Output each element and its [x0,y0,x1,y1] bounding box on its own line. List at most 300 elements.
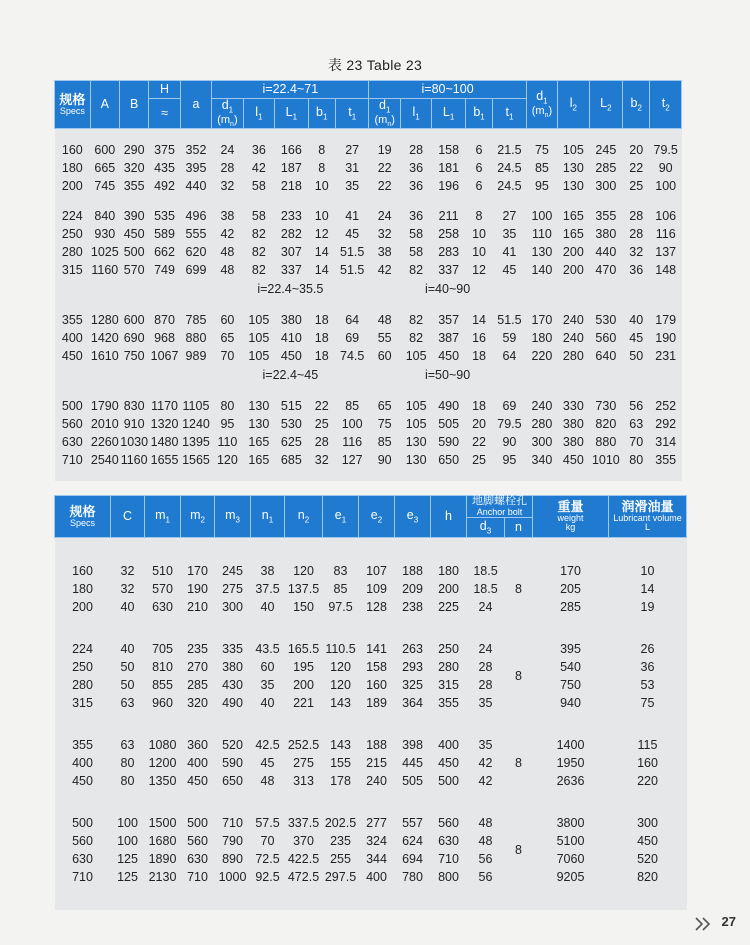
table-cell: 189 [359,694,395,712]
table-cell: 300 [215,598,251,616]
spec-cell: 355 [55,736,111,754]
table-row [55,676,687,694]
spec-cell: 280 [55,243,91,261]
table-cell: 1030 [120,435,149,450]
table-cell: 32 [369,225,400,243]
chevron-right-icon [694,917,716,931]
table-cell: 624 [395,832,431,850]
range-row [55,365,682,385]
table-cell: 210 [181,598,215,616]
table-cell: 252.5 [285,736,323,754]
header-t2: $t_2$ [650,81,682,129]
table-cell: 82 [243,261,274,279]
lubricant-cell: 75 [609,694,687,712]
weight-cell: 170 [533,562,609,580]
header-L1-b: $L_1$ [432,99,466,129]
table-cell: 58 [243,177,274,195]
table-cell: 65 [212,329,243,347]
table-cell: 109 [359,580,395,598]
table-cell: 181 [432,159,466,177]
table-cell: 730 [589,397,623,415]
table-cell: 440 [589,243,623,261]
table-cell: 165 [558,207,589,225]
spacer-cell [55,538,687,551]
table-cell: 28 [623,207,650,225]
table-cell: 699 [180,261,211,279]
spec-cell: 250 [55,225,91,243]
table-row [55,433,682,451]
table-cell: 196 [432,177,466,195]
table-cell: 24 [467,598,505,616]
table-row [55,562,687,580]
table-cell: 18.5 [467,580,505,598]
table-cell: 6 [465,177,492,195]
spacer-row [55,469,682,481]
table-cell: 42 [369,261,400,279]
table-cell: 35 [335,177,369,195]
table-cell: 60 [251,658,285,676]
table-cell: 82 [400,329,431,347]
table-cell: 1067 [150,349,179,364]
table-cell: 42 [212,225,243,243]
table-cell: 445 [395,754,431,772]
table-cell: 18 [465,347,492,365]
table-cell: 57.5 [251,814,285,832]
table-cell: 58 [400,225,431,243]
table-cell: 137.5 [285,580,323,598]
table-cell: 58 [400,243,431,261]
table-cell: 410 [275,329,309,347]
table-cell: 1025 [90,245,119,260]
table-cell: 1200 [145,754,181,772]
header-lubricant: 润滑油量 Lubricant volume L [609,496,687,538]
table-row [55,243,682,261]
table-cell: 300 [526,433,557,451]
table-cell: 64 [493,347,527,365]
table-cell: 422.5 [285,850,323,868]
table-cell: 27 [493,207,527,225]
table-cell: 12 [308,225,335,243]
table-cell: 8 [308,159,335,177]
header-l1-b: $l_1$ [400,99,431,129]
table-cell: 20 [623,141,650,159]
spec-cell: 450 [55,347,91,365]
dimension-table [54,80,682,481]
weight-cell: 5100 [533,832,609,850]
table-cell: 6 [465,141,492,159]
table-cell: 240 [526,397,557,415]
table-cell: 24 [467,640,505,658]
table-cell: 450 [431,754,467,772]
table-cell: 231 [650,347,682,365]
spec-cell: 200 [55,177,91,195]
table-cell: 200 [558,261,589,279]
table-cell: 80 [111,754,145,772]
table-cell: 380 [558,415,589,433]
lubricant-cell: 160 [609,754,687,772]
range-blank [55,365,212,385]
header-a-upper: A [90,81,119,129]
table-cell: 225 [431,598,467,616]
table-cell: 375 [149,141,180,159]
table-cell: 42 [243,159,274,177]
table-cell: 1420 [90,331,119,346]
table-cell: 960 [145,694,181,712]
header-m3: $m_3$ [215,496,251,538]
header-t1: $t_1$ [335,99,369,129]
table-cell: 989 [180,347,211,365]
spec-cell: 180 [55,580,111,598]
spacer-row [55,616,687,628]
table-cell: 22 [369,177,400,195]
table-cell: 79.5 [650,141,682,159]
table-cell: 282 [275,225,309,243]
table-cell: 165.5 [285,640,323,658]
spec-cell: 630 [55,433,91,451]
table-cell: 313 [285,772,323,790]
table-cell: 785 [180,311,211,329]
spacer-cell [55,299,682,311]
spacer-row [55,299,682,311]
table-row [55,159,682,177]
spacer-row [55,898,687,910]
table-cell: 1610 [90,349,119,364]
table-cell: 82 [243,243,274,261]
table-cell: 130 [526,243,557,261]
table-cell: 1320 [150,417,179,432]
table-row [55,207,682,225]
table-cell: 116 [650,225,682,243]
table-cell: 20 [465,415,492,433]
table-cell: 105 [558,141,589,159]
table-cell: 500 [431,772,467,790]
spacer-row [55,790,687,802]
table-cell: 10 [308,207,335,225]
header-e2: $e_2$ [359,496,395,538]
table-cell: 1170 [149,397,180,415]
table-cell: 107 [359,562,395,580]
header-d3: $d_3$ [467,518,505,538]
table-cell: 355 [119,177,148,195]
table-cell: 218 [275,177,309,195]
range-blank [526,279,681,299]
weight-cell: 205 [533,580,609,598]
table-cell: 202.5 [323,814,359,832]
spacer-cell [55,550,687,562]
table-cell: 10 [308,177,335,195]
table-row [55,451,682,469]
table-cell: 1105 [180,397,211,415]
table-cell: 665 [90,159,119,177]
header-n1: $n_1$ [251,496,285,538]
table-cell: 82 [400,311,431,329]
table-cell: 110 [212,433,243,451]
table-cell: 35 [493,225,527,243]
table-cell: 320 [181,694,215,712]
table-cell: 560 [181,832,215,850]
table-cell: 435 [149,159,180,177]
table-row [55,261,682,279]
spec-cell: 280 [55,676,111,694]
spacer-row [55,385,682,397]
table-cell: 357 [432,311,466,329]
table-cell: 48 [212,243,243,261]
table-cell: 28 [467,658,505,676]
spec-cell: 400 [55,329,91,347]
table-cell: 22 [465,433,492,451]
table-cell: 32 [212,177,243,195]
table-cell: 130 [243,397,274,415]
table-cell: 630 [145,598,181,616]
table-cell: 170 [526,311,557,329]
spacer-cell [55,790,687,802]
table-cell: 40 [623,311,650,329]
table-cell: 32 [308,451,335,469]
spec-cell: 400 [55,754,111,772]
table-cell: 1280 [90,313,119,328]
table-cell: 450 [181,772,215,790]
table-cell: 570 [119,261,148,279]
lubricant-cell: 820 [609,868,687,886]
table-cell: 22 [623,159,650,177]
table-cell: 344 [359,850,395,868]
lubricant-cell: 220 [609,772,687,790]
table-cell: 472.5 [285,868,323,886]
table-cell: 590 [215,754,251,772]
table-cell: 18 [308,311,335,329]
table-cell: 36 [623,261,650,279]
table-cell: 188 [395,562,431,580]
table-cell: 880 [180,329,211,347]
table-cell: 694 [395,850,431,868]
table-cell: 100 [111,832,145,850]
table-cell: 400 [359,868,395,886]
spacer-row [55,550,687,562]
table-cell: 1350 [145,772,181,790]
spacer-cell [55,886,687,898]
table-cell: 221 [285,694,323,712]
table-cell: 400 [431,736,467,754]
table-cell: 37.5 [251,580,285,598]
header-b: B [119,81,148,129]
spacer-cell [55,898,687,910]
table-cell: 890 [215,850,251,868]
table-cell: 158 [432,141,466,159]
table-cell: 215 [359,754,395,772]
table-cell: 50 [111,676,145,694]
table-cell: 1790 [90,399,119,414]
table-cell: 340 [526,451,557,469]
table-cell: 492 [149,177,180,195]
table-cell: 18 [308,329,335,347]
table-cell: 187 [275,159,309,177]
table-cell: 630 [181,850,215,868]
table-cell: 840 [90,207,119,225]
table-row [55,580,687,598]
header-h: H [149,81,180,99]
table-row [55,772,687,790]
range-label-2: i=50~90 [369,365,526,385]
table-cell: 18 [465,397,492,415]
table-cell: 90 [650,159,682,177]
table-cell: 63 [623,415,650,433]
weight-cell: 7060 [533,850,609,868]
table-cell: 36 [400,177,431,195]
header-b2: $b_2$ [623,81,650,129]
range-blank [55,279,212,299]
table-cell: 355 [431,694,467,712]
table-cell: 285 [181,676,215,694]
table-cell: 100 [526,207,557,225]
lubricant-cell: 115 [609,736,687,754]
table-cell: 21.5 [493,141,527,159]
header-L1: $L_1$ [275,99,309,129]
table-cell: 48 [467,814,505,832]
spacer-cell [55,712,687,724]
spec-cell: 560 [55,832,111,850]
table-cell: 2130 [145,868,181,886]
spacer-cell [55,616,687,628]
table-cell: 200 [431,580,467,598]
spec-cell: 315 [55,694,111,712]
page-number: 27 [721,914,736,929]
table-cell: 2540 [90,453,119,468]
spacer-cell [55,129,682,142]
header-weight: 重量 weight kg [533,496,609,538]
table-cell: 337.5 [285,814,323,832]
table-cell: 325 [395,676,431,694]
table-cell: 211 [432,207,466,225]
table-cell: 275 [285,754,323,772]
table-cell: 10 [465,243,492,261]
table-cell: 293 [395,658,431,676]
table-cell: 82 [243,225,274,243]
table-cell: 590 [432,433,466,451]
table-cell: 380 [215,658,251,676]
table-cell: 40 [111,598,145,616]
table-cell: 555 [180,225,211,243]
table-cell: 710 [181,868,215,886]
table-cell: 137 [650,243,682,261]
table-cell: 116 [335,433,369,451]
table-cell: 380 [558,433,589,451]
table-cell: 120 [323,658,359,676]
table-row [55,598,687,616]
table-cell: 258 [432,225,466,243]
table-cell: 70 [623,433,650,451]
table-cell: 600 [119,311,148,329]
lubricant-cell: 36 [609,658,687,676]
table-cell: 195 [285,658,323,676]
range-label-1: i=22.4~35.5 [212,279,369,299]
table-cell: 255 [323,850,359,868]
table-cell: 32 [111,580,145,598]
table-cell: 170 [181,562,215,580]
header-l2: $l_2$ [558,81,589,129]
table-cell: 105 [243,347,274,365]
table-row [55,850,687,868]
table-cell: 968 [149,329,180,347]
table-cell: 800 [431,868,467,886]
table-cell: 120 [285,562,323,580]
spacer-row [55,886,687,898]
spacer-cell [55,385,682,397]
spec-cell: 355 [55,311,91,329]
table-cell: 292 [650,415,682,433]
table-cell: 220 [526,347,557,365]
table-cell: 25 [308,415,335,433]
header-c: C [111,496,145,538]
table-cell: 59 [493,329,527,347]
spacer-cell [55,724,687,736]
table-cell: 490 [432,397,466,415]
table-cell: 398 [395,736,431,754]
table-cell: 79.5 [493,415,527,433]
table-cell: 25 [623,177,650,195]
table-cell: 85 [323,580,359,598]
header-h-approx: ≈ [149,99,180,129]
table-cell: 235 [181,640,215,658]
table-cell: 352 [180,141,211,159]
table-cell: 180 [526,329,557,347]
table-cell: 387 [432,329,466,347]
table-row [55,225,682,243]
table-cell: 270 [181,658,215,676]
table-cell: 90 [369,451,400,469]
table-cell: 188 [359,736,395,754]
table-cell: 90 [493,433,527,451]
table-row [55,141,682,159]
lubricant-cell: 520 [609,850,687,868]
table-cell: 27 [335,141,369,159]
table-cell: 440 [180,177,211,195]
table-cell: 28 [212,159,243,177]
table-cell: 10 [465,225,492,243]
table-cell: 105 [400,347,431,365]
header-m2: $m_2$ [181,496,215,538]
spacer-row [55,628,687,640]
table-cell: 280 [526,415,557,433]
spec-cell: 224 [55,640,111,658]
table-row [55,658,687,676]
table-cell: 50 [111,658,145,676]
table-cell: 570 [145,580,181,598]
table-cell: 370 [285,832,323,850]
table-cell: 74.5 [335,347,369,365]
table-cell: 166 [275,141,309,159]
header-e1: $e_1$ [323,496,359,538]
range-label-2: i=40~90 [369,279,526,299]
weight-cell: 9205 [533,868,609,886]
table-cell: 38 [251,562,285,580]
table-cell: 235 [323,832,359,850]
table-cell: 1480 [150,435,179,450]
table-cell: 745 [90,177,119,195]
table-cell: 1500 [145,814,181,832]
table-cell: 51.5 [335,261,369,279]
table-cell: 395 [180,159,211,177]
table-cell: 165 [558,225,589,243]
table-cell: 106 [650,207,682,225]
weight-cell: 540 [533,658,609,676]
table-row [55,329,682,347]
table-cell: 130 [243,415,274,433]
spacer-cell [55,802,687,814]
table-cell: 35 [467,694,505,712]
table-cell: 500 [181,814,215,832]
table-cell: 496 [180,207,211,225]
table-cell: 150 [285,598,323,616]
